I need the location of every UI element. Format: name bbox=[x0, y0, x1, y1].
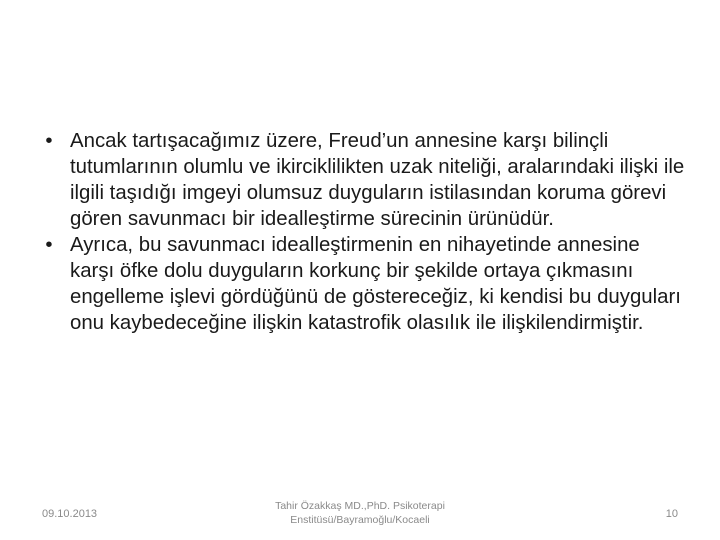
bullet-marker: • bbox=[45, 130, 53, 152]
bullet-item bbox=[36, 128, 686, 232]
bullet-item bbox=[36, 232, 686, 336]
footer-author bbox=[240, 499, 480, 527]
bullet-text: Ayrıca, bu savunmacı idealleştirmenin en nihayetinde annesine karşı öfke dolu duyguların korkunç bir şekilde ortaya çıkmasını engelleme işlevi gördüğünü de göstereceğiz, ki kendisi bu duyguları onu kaybedeceğine ilişkin katastrofik olasılık ile ilişkilendirmiştir. bbox=[70, 234, 681, 334]
footer-author-line-1: Tahir Özakkaş MD.,PhD. Psikoterapi bbox=[275, 500, 445, 512]
page-number: 10 bbox=[665, 508, 678, 520]
footer-date: 09.10.2013 bbox=[42, 508, 98, 520]
bullet-text: Ancak tartışacağımız üzere, Freud’un annesine karşı bilinçli tutumlarının olumlu ve ikirciklilikten uzak niteliği, aralarındaki ilişki ile ilgili taşıdığı imgeyi olumsuz duyguların istilasından koruma görevi gören savunmacı bir idealleştirme sürecinin ürünüdür. bbox=[70, 130, 685, 230]
bullet-marker: • bbox=[45, 234, 53, 256]
bullet-list bbox=[36, 128, 686, 336]
footer-author-line-2: Enstitüsü/Bayramoğlu/Kocaeli bbox=[290, 514, 430, 526]
